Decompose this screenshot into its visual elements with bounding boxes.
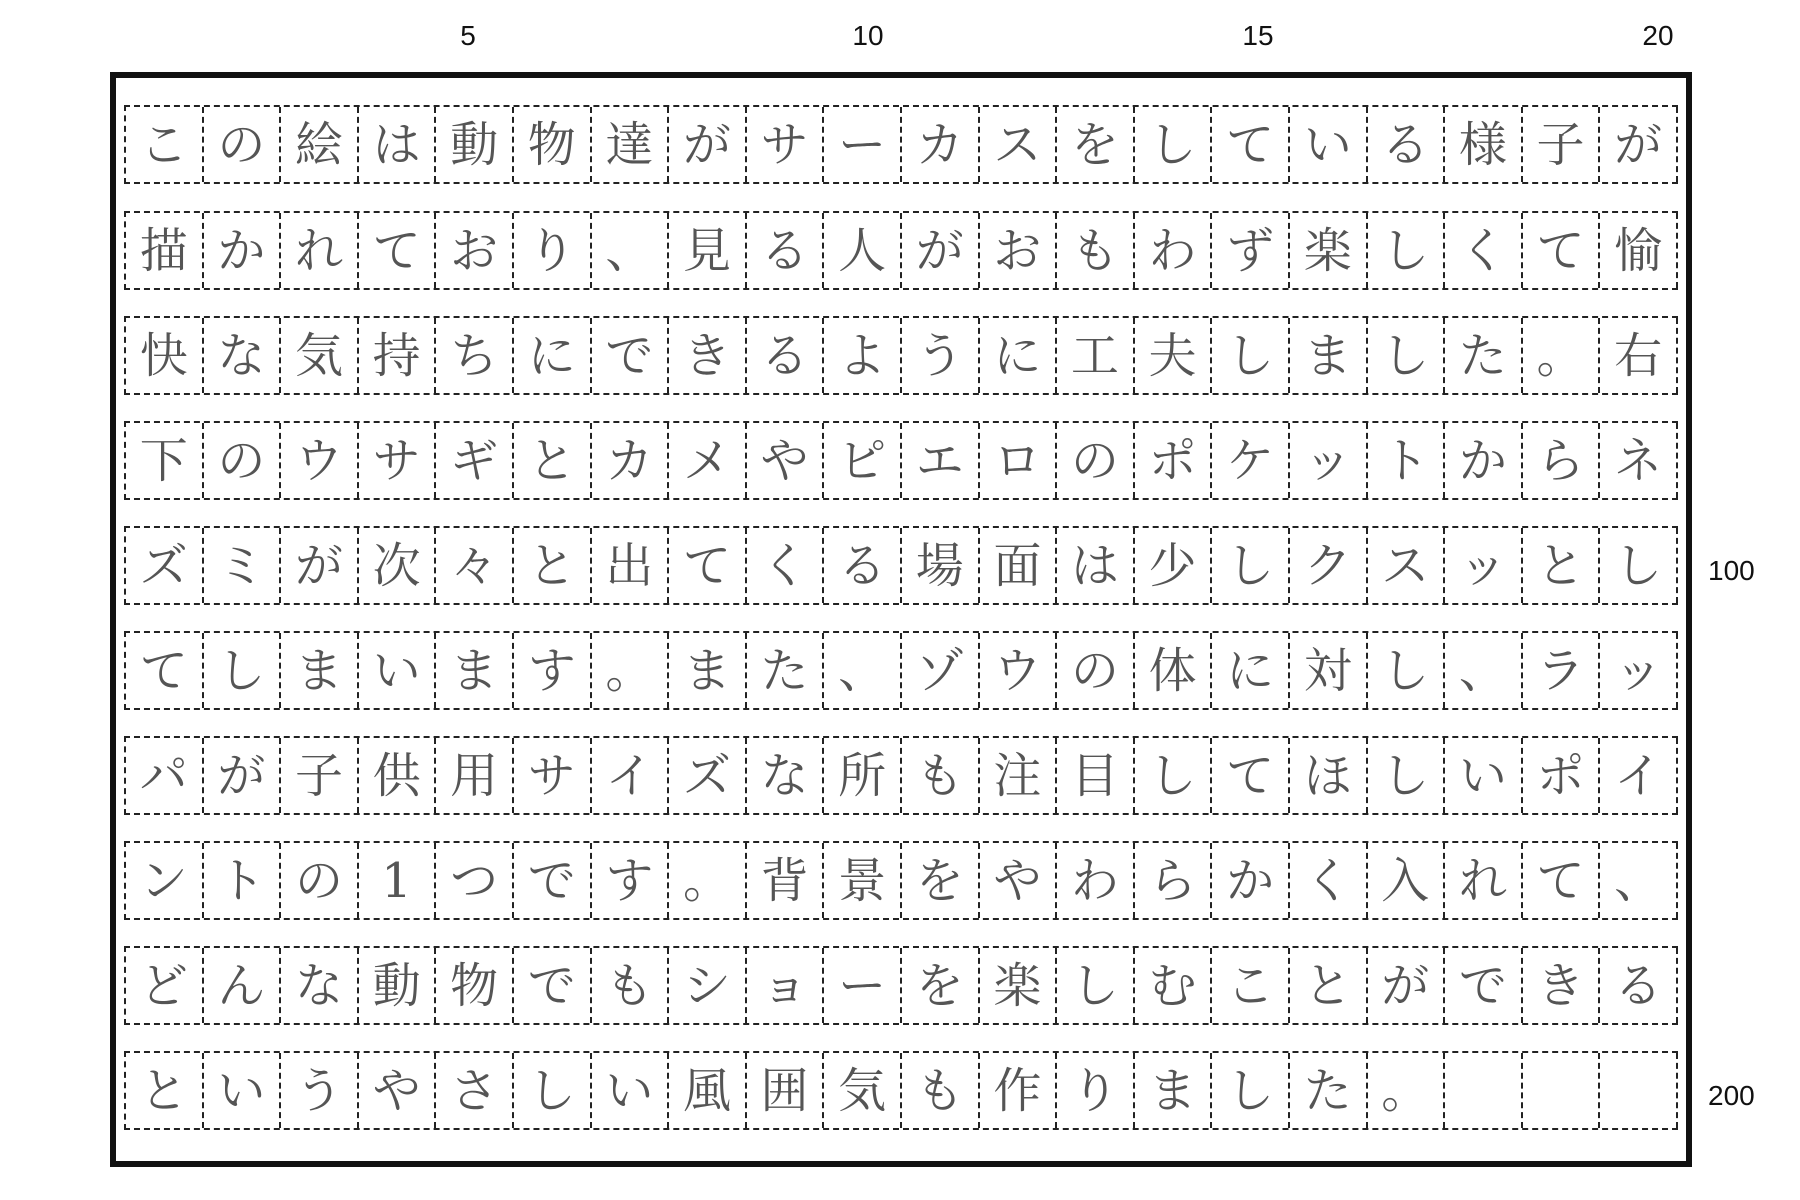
- manuscript-cell: ズ: [126, 528, 204, 603]
- manuscript-cell: し: [1368, 633, 1446, 708]
- manuscript-cell: サ: [359, 423, 437, 498]
- manuscript-cell: く: [1290, 843, 1368, 918]
- column-marker-15: 15: [1242, 20, 1274, 51]
- manuscript-cell: ミ: [204, 528, 282, 603]
- manuscript-cell: 達: [592, 107, 670, 182]
- manuscript-cell: し: [1368, 318, 1446, 393]
- manuscript-cell: て: [1212, 107, 1290, 182]
- manuscript-cell: ら: [1135, 843, 1213, 918]
- manuscript-cell: ゾ: [902, 633, 980, 708]
- manuscript-cell: や: [359, 1053, 437, 1128]
- manuscript-cell: ッ: [1445, 528, 1523, 603]
- manuscript-cell: の: [204, 107, 282, 182]
- manuscript-cell: ー: [824, 948, 902, 1023]
- manuscript-cell: も: [1057, 213, 1135, 288]
- manuscript-cell: り: [1057, 1053, 1135, 1128]
- manuscript-cell: 作: [980, 1053, 1058, 1128]
- manuscript-cell: 持: [359, 318, 437, 393]
- manuscript-cell: て: [1212, 738, 1290, 813]
- manuscript-cell: 様: [1445, 107, 1523, 182]
- manuscript-cell: で: [592, 318, 670, 393]
- manuscript-row: [124, 1051, 1678, 1130]
- manuscript-cell: ー: [824, 107, 902, 182]
- manuscript-cell: 面: [980, 528, 1058, 603]
- manuscript-cell: が: [1368, 948, 1446, 1023]
- column-marker-20: 20: [1642, 20, 1674, 51]
- column-marker-5: 5: [460, 20, 476, 51]
- manuscript-cell: ト: [1368, 423, 1446, 498]
- manuscript-cell: ギ: [436, 423, 514, 498]
- manuscript-cell: 場: [902, 528, 980, 603]
- manuscript-cell: し: [1368, 213, 1446, 288]
- manuscript-cell: イ: [1600, 738, 1678, 813]
- manuscript-cell: に: [1212, 633, 1290, 708]
- manuscript-row: [124, 736, 1678, 815]
- manuscript-cell: 物: [514, 107, 592, 182]
- manuscript-cell: と: [126, 1053, 204, 1128]
- manuscript-cell: る: [747, 318, 825, 393]
- manuscript-cell: 。: [1368, 1053, 1446, 1128]
- manuscript-cell: し: [1135, 107, 1213, 182]
- manuscript-cell: お: [980, 213, 1058, 288]
- manuscript-cell: 風: [669, 1053, 747, 1128]
- column-marker-10: 10: [852, 20, 884, 51]
- manuscript-cell: ウ: [281, 423, 359, 498]
- manuscript-cell: も: [902, 1053, 980, 1128]
- manuscript-cell: 対: [1290, 633, 1368, 708]
- manuscript-cell: の: [1057, 423, 1135, 498]
- manuscript-cell: 、: [1600, 843, 1678, 918]
- manuscript-row: [124, 316, 1678, 395]
- manuscript-cell: ト: [204, 843, 282, 918]
- manuscript-cell: る: [1600, 948, 1678, 1023]
- manuscript-cell: さ: [436, 1053, 514, 1128]
- manuscript-row: [124, 631, 1678, 710]
- manuscript-cell: カ: [902, 107, 980, 182]
- manuscript-cell: し: [1057, 948, 1135, 1023]
- manuscript-cell: 用: [436, 738, 514, 813]
- manuscript-cell: 気: [824, 1053, 902, 1128]
- manuscript-cell: カ: [592, 423, 670, 498]
- manuscript-cell: 1: [359, 843, 437, 918]
- manuscript-cell: よ: [824, 318, 902, 393]
- manuscript-cell: む: [1135, 948, 1213, 1023]
- manuscript-cell: 見: [669, 213, 747, 288]
- manuscript-cell: た: [747, 633, 825, 708]
- manuscript-cell: ほ: [1290, 738, 1368, 813]
- count-marker-200: 200: [1708, 1080, 1755, 1111]
- manuscript-cell: れ: [281, 213, 359, 288]
- manuscript-cell: 気: [281, 318, 359, 393]
- manuscript-cell: 所: [824, 738, 902, 813]
- manuscript-cell: 子: [281, 738, 359, 813]
- manuscript-cell: く: [1445, 213, 1523, 288]
- manuscript-cell: の: [1057, 633, 1135, 708]
- manuscript-cell: [1600, 1053, 1678, 1128]
- manuscript-cell: 供: [359, 738, 437, 813]
- manuscript-cell: ま: [1290, 318, 1368, 393]
- manuscript-cell: お: [436, 213, 514, 288]
- manuscript-cell: き: [669, 318, 747, 393]
- manuscript-cell: る: [824, 528, 902, 603]
- manuscript-cell: い: [1445, 738, 1523, 813]
- manuscript-cell: い: [592, 1053, 670, 1128]
- manuscript-cell: て: [359, 213, 437, 288]
- manuscript-cell: か: [1445, 423, 1523, 498]
- manuscript-cell: パ: [126, 738, 204, 813]
- manuscript-cell: 景: [824, 843, 902, 918]
- manuscript-frame: [110, 72, 1692, 1167]
- manuscript-cell: 少: [1135, 528, 1213, 603]
- manuscript-cell: し: [1368, 738, 1446, 813]
- manuscript-cell: し: [1600, 528, 1678, 603]
- manuscript-cell: ッ: [1600, 633, 1678, 708]
- manuscript-cell: い: [359, 633, 437, 708]
- manuscript-cell: し: [204, 633, 282, 708]
- manuscript-cell: ポ: [1135, 423, 1213, 498]
- manuscript-cell: 人: [824, 213, 902, 288]
- manuscript-row: [124, 211, 1678, 290]
- manuscript-cell: て: [1523, 843, 1601, 918]
- manuscript-cell: を: [902, 843, 980, 918]
- manuscript-cell: 次: [359, 528, 437, 603]
- manuscript-cell: 子: [1523, 107, 1601, 182]
- manuscript-cell: 体: [1135, 633, 1213, 708]
- manuscript-cell: 物: [436, 948, 514, 1023]
- manuscript-cell: う: [902, 318, 980, 393]
- manuscript-cell: ズ: [669, 738, 747, 813]
- manuscript-cell: 右: [1600, 318, 1678, 393]
- manuscript-cell: ウ: [980, 633, 1058, 708]
- manuscript-cell: ネ: [1600, 423, 1678, 498]
- manuscript-cell: は: [359, 107, 437, 182]
- manuscript-cell: ん: [204, 948, 282, 1023]
- manuscript-cell: も: [592, 948, 670, 1023]
- manuscript-row: [124, 841, 1678, 920]
- manuscript-cell: は: [1057, 528, 1135, 603]
- manuscript-cell: 楽: [980, 948, 1058, 1023]
- manuscript-cell: い: [204, 1053, 282, 1128]
- manuscript-cell: 背: [747, 843, 825, 918]
- manuscript-cell: い: [1290, 107, 1368, 182]
- manuscript-cell: 注: [980, 738, 1058, 813]
- manuscript-cell: ま: [1135, 1053, 1213, 1128]
- manuscript-cell: ッ: [1290, 423, 1368, 498]
- manuscript-cell: す: [592, 843, 670, 918]
- manuscript-cell: ス: [980, 107, 1058, 182]
- manuscript-cell: る: [747, 213, 825, 288]
- manuscript-cell: で: [514, 843, 592, 918]
- manuscript-cell: が: [1600, 107, 1678, 182]
- manuscript-cell: に: [980, 318, 1058, 393]
- manuscript-cell: ま: [669, 633, 747, 708]
- manuscript-cell: ロ: [980, 423, 1058, 498]
- manuscript-cell: 動: [436, 107, 514, 182]
- manuscript-row: [124, 105, 1678, 184]
- manuscript-cell: シ: [669, 948, 747, 1023]
- manuscript-cell: て: [669, 528, 747, 603]
- manuscript-cell: し: [1212, 528, 1290, 603]
- manuscript-cell: ケ: [1212, 423, 1290, 498]
- manuscript-cell: 囲: [747, 1053, 825, 1128]
- manuscript-cell: [1523, 1053, 1601, 1128]
- manuscript-cell: サ: [747, 107, 825, 182]
- manuscript-cell: 、: [1445, 633, 1523, 708]
- manuscript-cell: [1445, 1053, 1523, 1128]
- manuscript-cell: と: [514, 528, 592, 603]
- manuscript-cell: き: [1523, 948, 1601, 1023]
- manuscript-cell: し: [1212, 318, 1290, 393]
- manuscript-cell: 工: [1057, 318, 1135, 393]
- manuscript-cell: ピ: [824, 423, 902, 498]
- manuscript-cell: 々: [436, 528, 514, 603]
- manuscript-cell: 描: [126, 213, 204, 288]
- manuscript-cell: し: [514, 1053, 592, 1128]
- manuscript-cell: 楽: [1290, 213, 1368, 288]
- manuscript-row: [124, 421, 1678, 500]
- manuscript-cell: が: [204, 738, 282, 813]
- manuscript-cell: く: [747, 528, 825, 603]
- manuscript-cell: ポ: [1523, 738, 1601, 813]
- manuscript-cell: 愉: [1600, 213, 1678, 288]
- manuscript-cell: と: [514, 423, 592, 498]
- manuscript-cell: 、: [824, 633, 902, 708]
- manuscript-cell: ン: [126, 843, 204, 918]
- manuscript-cell: し: [1135, 738, 1213, 813]
- manuscript-cell: す: [514, 633, 592, 708]
- manuscript-cell: エ: [902, 423, 980, 498]
- manuscript-cell: ら: [1523, 423, 1601, 498]
- manuscript-cell: 入: [1368, 843, 1446, 918]
- manuscript-cell: と: [1290, 948, 1368, 1023]
- manuscript-cell: ま: [281, 633, 359, 708]
- manuscript-cell: つ: [436, 843, 514, 918]
- manuscript-cell: ず: [1212, 213, 1290, 288]
- manuscript-cell: を: [1057, 107, 1135, 182]
- manuscript-cell: の: [204, 423, 282, 498]
- manuscript-cell: 下: [126, 423, 204, 498]
- manuscript-cell: う: [281, 1053, 359, 1128]
- manuscript-cell: ラ: [1523, 633, 1601, 708]
- manuscript-cell: ち: [436, 318, 514, 393]
- manuscript-cell: イ: [592, 738, 670, 813]
- manuscript-cell: こ: [126, 107, 204, 182]
- manuscript-cell: も: [902, 738, 980, 813]
- manuscript-cell: な: [281, 948, 359, 1023]
- manuscript-cell: と: [1523, 528, 1601, 603]
- manuscript-cell: メ: [669, 423, 747, 498]
- manuscript-cell: わ: [1135, 213, 1213, 288]
- manuscript-row: [124, 526, 1678, 605]
- manuscript-cell: や: [747, 423, 825, 498]
- manuscript-cell: て: [1523, 213, 1601, 288]
- manuscript-cell: に: [514, 318, 592, 393]
- manuscript-cell: や: [980, 843, 1058, 918]
- manuscript-cell: 。: [1523, 318, 1601, 393]
- manuscript-cell: 快: [126, 318, 204, 393]
- manuscript-row: [124, 946, 1678, 1025]
- manuscript-cell: し: [1212, 1053, 1290, 1128]
- manuscript-cell: ど: [126, 948, 204, 1023]
- manuscript-cell: 。: [669, 843, 747, 918]
- manuscript-cell: で: [514, 948, 592, 1023]
- manuscript-cell: か: [204, 213, 282, 288]
- manuscript-cell: な: [204, 318, 282, 393]
- manuscript-cell: こ: [1212, 948, 1290, 1023]
- manuscript-cell: な: [747, 738, 825, 813]
- manuscript-cell: 動: [359, 948, 437, 1023]
- manuscript-cell: が: [902, 213, 980, 288]
- manuscript-cell: た: [1445, 318, 1523, 393]
- manuscript-cell: ク: [1290, 528, 1368, 603]
- manuscript-cell: 、: [592, 213, 670, 288]
- manuscript-cell: ス: [1368, 528, 1446, 603]
- manuscript-cell: が: [669, 107, 747, 182]
- manuscript-cell: の: [281, 843, 359, 918]
- manuscript-cell: 目: [1057, 738, 1135, 813]
- manuscript-cell: 絵: [281, 107, 359, 182]
- manuscript-cell: ョ: [747, 948, 825, 1023]
- manuscript-cell: か: [1212, 843, 1290, 918]
- count-marker-100: 100: [1708, 555, 1755, 586]
- manuscript-cell: を: [902, 948, 980, 1023]
- manuscript-cell: ま: [436, 633, 514, 708]
- manuscript-cell: が: [281, 528, 359, 603]
- manuscript-cell: サ: [514, 738, 592, 813]
- manuscript-cell: 出: [592, 528, 670, 603]
- manuscript-cell: 。: [592, 633, 670, 708]
- manuscript-cell: て: [126, 633, 204, 708]
- manuscript-cell: わ: [1057, 843, 1135, 918]
- manuscript-cell: で: [1445, 948, 1523, 1023]
- manuscript-cell: た: [1290, 1053, 1368, 1128]
- manuscript-cell: り: [514, 213, 592, 288]
- manuscript-cell: 夫: [1135, 318, 1213, 393]
- manuscript-cell: る: [1368, 107, 1446, 182]
- manuscript-cell: れ: [1445, 843, 1523, 918]
